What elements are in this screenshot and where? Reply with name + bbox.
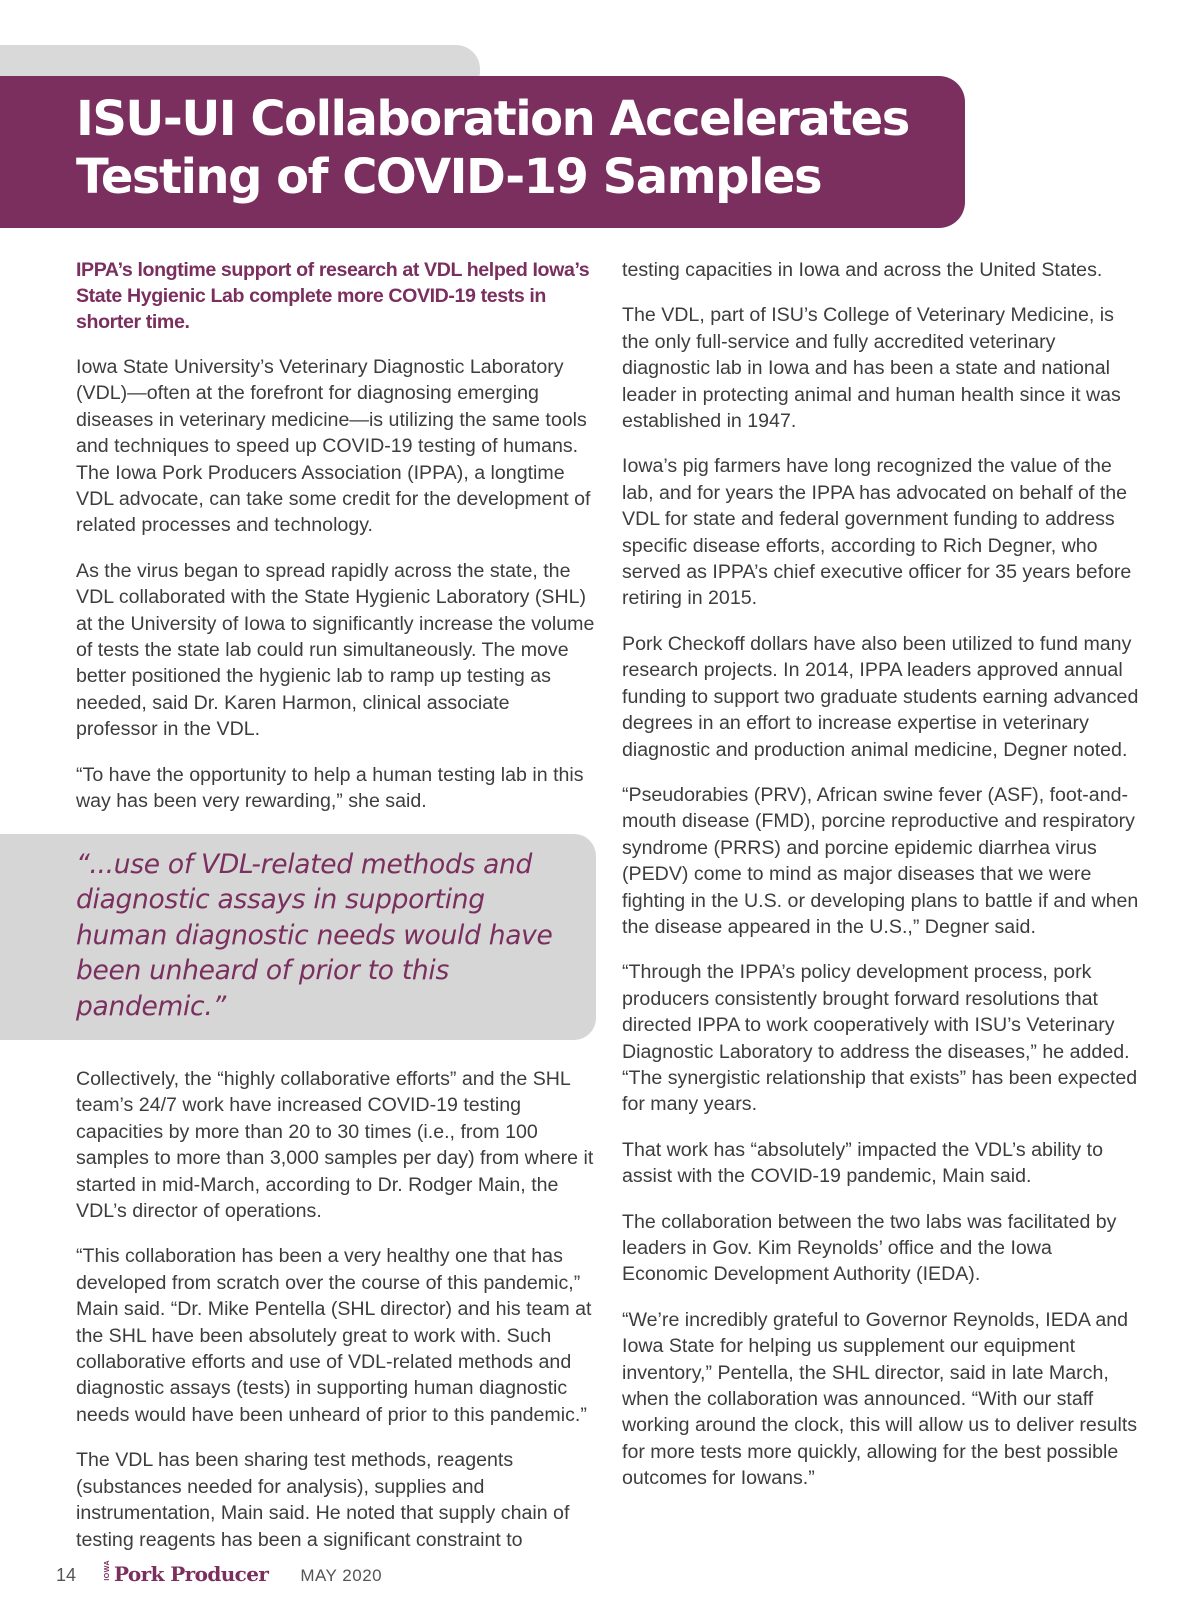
- body-paragraph: Iowa State University’s Veterinary Diagnostic Laboratory (VDL)—often at the forefront for diagnosing emerging diseases in veterinary medicine—is utilizing the same tools and techniques to speed up COVID-19 testing of humans. The Iowa Pork Producers Association (IPPA), a longtime VDL advocate, can take some credit for the development of related processes and technology.: [76, 356, 591, 537]
- publication-logo-name: Pork Producer: [114, 1561, 269, 1586]
- article-title-line-2: Testing of COVID-19 Samples: [76, 149, 822, 205]
- body-paragraph: “We’re incredibly grateful to Governor Reynolds, IEDA and Iowa State for helping us supplement our equipment inventory,” Pentella, the SHL director, said in late March, when the collaboration was announced. “With our staff working around the clock, this will allow us to deliver results for more tests more quickly, allowing for the best possible outcomes for Iowans.”: [622, 1308, 1138, 1490]
- body-paragraph: That work has “absolutely” impacted the VDL’s ability to assist with the COVID-19 pandemic, Main said.: [622, 1138, 1104, 1188]
- body-paragraph: The collaboration between the two labs was facilitated by leaders in Gov. Kim Reynolds’ office and the Iowa Economic Development Authority (IEDA).: [622, 1210, 1117, 1286]
- page-number: 14: [56, 1564, 77, 1585]
- body-paragraph: testing capacities in Iowa and across the United States.: [622, 259, 1103, 281]
- pull-quote-box: [0, 834, 596, 1041]
- article-title-line-1: ISU-UI Collaboration Accelerates: [76, 91, 909, 147]
- title-band: [0, 76, 965, 228]
- body-paragraph: Pork Checkoff dollars have also been utilized to fund many research projects. In 2014, IPPA leaders approved annual funding to support two graduate students earning advanced degrees in an effort to increase expertise in veterinary diagnostic and production animal medicine, Degner noted.: [622, 632, 1139, 761]
- issue-date: MAY 2020: [300, 1565, 383, 1585]
- body-paragraph: “This collaboration has been a very healthy one that has developed from scratch over the course of this pandemic,” Main said. “Dr. Mike Pentella (SHL director) and his team at the SHL have been absolutely great to work with. Such collaborative efforts and use of VDL-related methods and diagnostic assays (tests) in supporting human diagnostic needs would have been unheard of prior to this pandemic.”: [76, 1245, 592, 1426]
- body-paragraph: “To have the opportunity to help a human testing lab in this way has been very rewarding,” she said.: [76, 763, 584, 813]
- publication-logo: [104, 1560, 268, 1586]
- publication-logo-state: IOWA: [104, 1560, 112, 1581]
- left-column: [76, 257, 596, 1572]
- pull-quote-text: “...use of VDL-related methods and diagnostic assays in supporting human diagnostic needs would have been unheard of prior to this pandemic.”: [76, 848, 553, 1022]
- body-paragraph: “Pseudorabies (PRV), African swine fever (ASF), foot-and-mouth disease (FMD), porcine reproductive and respiratory syndrome (PRRS) and porcine epidemic diarrhea virus (PEDV) come to mind as major diseases that we were fighting in the U.S. or developing plans to battle if and when the disease appeared in the U.S.,” Degner said.: [622, 783, 1139, 938]
- body-paragraph: “Through the IPPA’s policy development process, pork producers consistently brought forward resolutions that directed IPPA to work cooperatively with ISU’s Veterinary Diagnostic Laboratory to address the diseases,” he added. “The synergistic relationship that exists” has been expected for many years.: [622, 961, 1138, 1116]
- body-paragraph: Collectively, the “highly collaborative efforts” and the SHL team’s 24/7 work have increased COVID-19 testing capacities by more than 20 to 30 times (i.e., from 100 samples to more than 3,000 samples per day) from where it started in mid-March, according to Dr. Rodger Main, the VDL’s director of operations.: [76, 1068, 594, 1223]
- page-footer: [56, 1560, 382, 1590]
- body-paragraph: Iowa’s pig farmers have long recognized the value of the lab, and for years the IPPA has advocated on behalf of the VDL for state and federal government funding to address specific disease efforts, according to Rich Degner, who served as IPPA’s chief executive officer for 35 years before retiring in 2015.: [622, 455, 1132, 610]
- body-paragraph: The VDL has been sharing test methods, reagents (substances needed for analysis), supplies and instrumentation, Main said. He noted that supply chain of testing reagents has been a significant constraint to: [76, 1449, 570, 1551]
- body-paragraph: The VDL, part of ISU’s College of Veterinary Medicine, is the only full-service and fully accredited veterinary diagnostic lab in Iowa and has been a state and national leader in protecting animal and human health since it was established in 1947.: [622, 304, 1121, 433]
- body-paragraph: As the virus began to spread rapidly across the state, the VDL collaborated with the State Hygienic Laboratory (SHL) at the University of Iowa to significantly increase the volume of tests the state lab could run simultaneously. The move better positioned the hygienic lab to ramp up testing as needed, said Dr. Karen Harmon, clinical associate professor in the VDL.: [76, 559, 595, 741]
- article-intro: IPPA’s longtime support of research at VDL helped Iowa’s State Hygienic Lab complete more COVID-19 tests in shorter time.: [76, 259, 590, 333]
- right-column: [622, 257, 1142, 1511]
